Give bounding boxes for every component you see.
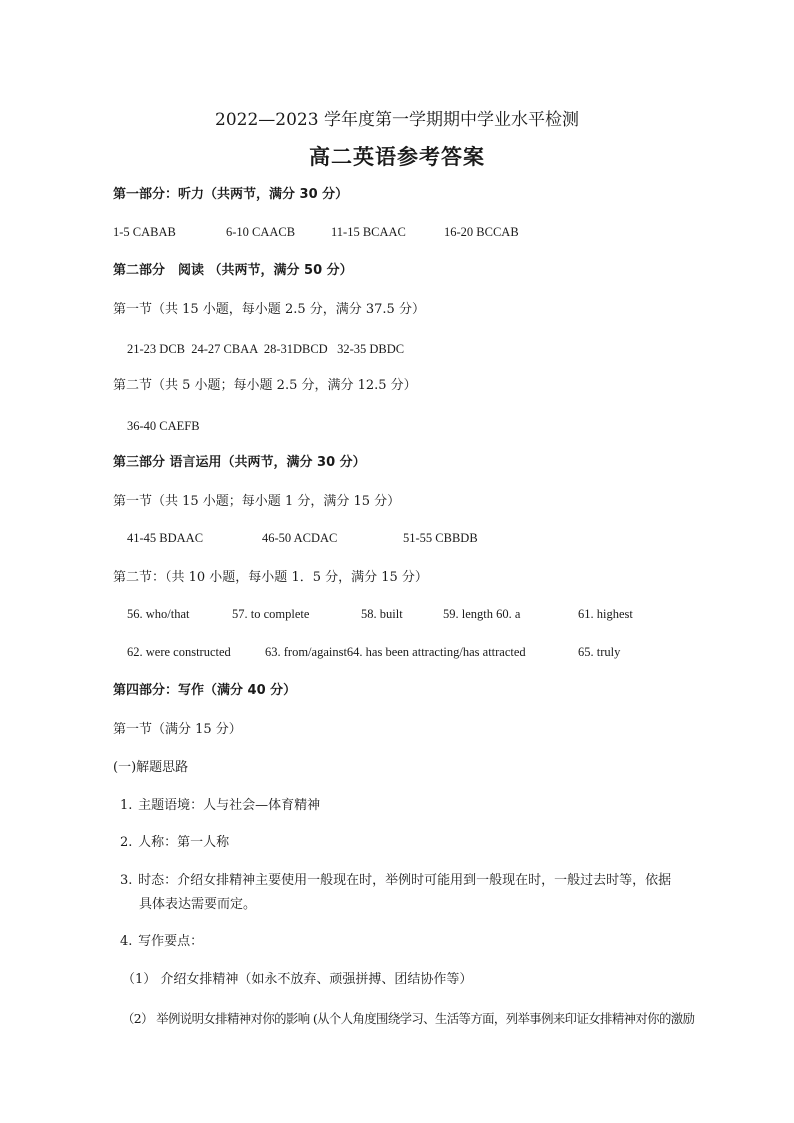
writing-point (122, 972, 472, 988)
fill-answer: 62. were constructed (127, 645, 231, 659)
part2-section1-heading: 第一节（共 15 小题，每小题 2.5 分，满分 37.5 分） (113, 302, 425, 317)
fill-answer: 57. to complete (232, 607, 310, 621)
list-text: 人称：第一人称 (138, 835, 230, 850)
point-text: 介绍女排精神（如永不放弃、顽强拼搏、团结协作等） (160, 972, 473, 987)
part2-heading: 第二部分 阅读 （共两节，满分 50 分） (113, 263, 353, 278)
answer-group: 11-15 BCAAC (331, 225, 406, 239)
fill-answer: 65. truly (578, 645, 621, 659)
fill-answer: 59. length 60. a (443, 607, 521, 621)
answer-group: 6-10 CAACB (226, 225, 296, 239)
part4-heading: 第四部分：写作（满分 40 分） (113, 683, 297, 698)
answer-group: 46-50 ACDAC (262, 531, 338, 545)
list-item (120, 835, 229, 851)
part3-section1-heading: 第一节（共 15 小题；每小题 1 分，满分 15 分） (113, 494, 401, 509)
list-item (120, 873, 671, 889)
answer-group: 51-55 CBBDB (403, 531, 478, 545)
list-item (120, 798, 320, 814)
answer-group: 41-45 BDAAC (127, 531, 204, 545)
list-number: 3. (120, 873, 133, 888)
list-text-continuation: 具体表达需要而定。 (139, 897, 257, 912)
part1-heading: 第一部分：听力（共两节，满分 30 分） (113, 187, 349, 202)
fill-answer: 58. built (361, 607, 403, 621)
writing-point (122, 1011, 694, 1027)
part4-section1-heading: 第一节（满分 15 分） (113, 722, 242, 737)
fill-answer: 63. from/against64. has been attracting/has attracted (265, 645, 526, 659)
exam-title: 2022—2023 学年度第一学期期中学业水平检测 (215, 110, 579, 130)
point-number: （2） (122, 1011, 153, 1026)
part2-section2-answers: 36-40 CAEFB (127, 419, 200, 433)
list-text: 主题语境：人与社会—体育精神 (138, 798, 321, 813)
answer-key-title: 高二英语参考答案 (309, 144, 485, 169)
point-number: （1） (122, 972, 157, 987)
part3-heading: 第三部分 语言运用（共两节，满分 30 分） (113, 455, 366, 470)
point-text: 举例说明女排精神对你的影响 (从个人角度围绕学习、生活等方面，列举事例来印证女排精神对你的激励 (156, 1011, 695, 1026)
list-number: 4. (120, 934, 133, 949)
fill-answer: 61. highest (578, 607, 633, 621)
list-text: 写作要点： (138, 934, 204, 949)
part4-subheading: (一)解题思路 (113, 760, 189, 775)
list-number: 2. (120, 835, 133, 850)
answer-group: 1-5 CABAB (113, 225, 176, 239)
answer-group: 16-20 BCCAB (444, 225, 519, 239)
list-number: 1. (120, 798, 133, 813)
fill-answer: 56. who/that (127, 607, 190, 621)
part2-section2-heading: 第二节（共 5 小题；每小题 2.5 分，满分 12.5 分） (113, 378, 417, 393)
list-item (120, 934, 203, 950)
part3-section2-heading: 第二节：（共 10 小题，每小题 1．5 分，满分 15 分） (113, 570, 428, 585)
list-text: 时态：介绍女排精神主要使用一般现在时，举例时可能用到一般现在时，一般过去时等，依据 (138, 873, 672, 888)
part2-section1-answers: 21-23 DCB 24-27 CBAA 28-31DBCD 32-35 DBDC (127, 342, 405, 356)
